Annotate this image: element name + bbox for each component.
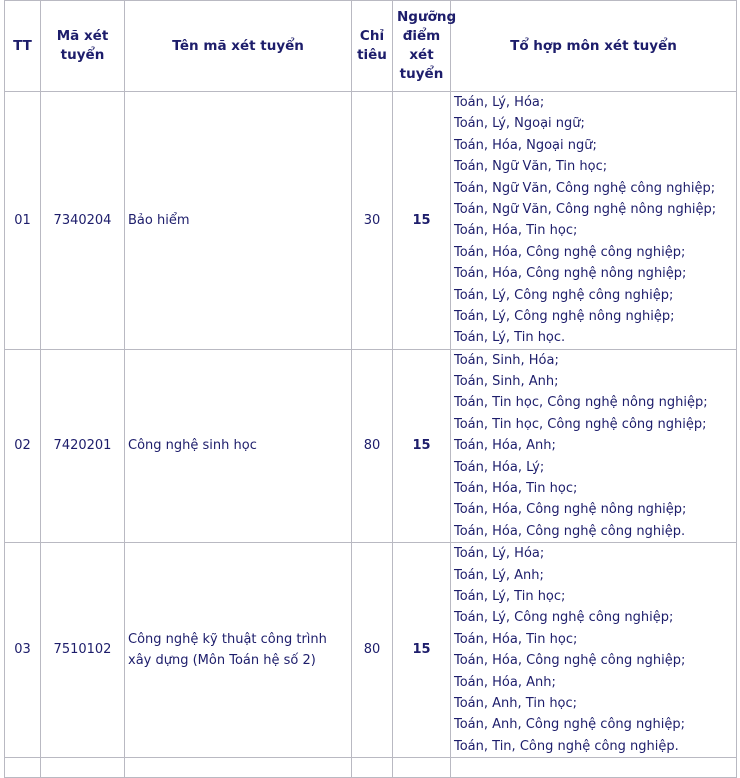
subject-combination: Toán, Lý, Tin học; [454,588,566,604]
row-ten-ma-xet-tuyen: Bảo hiểm [125,92,352,350]
header-chi-tieu: Chỉ tiêu [352,1,393,92]
row-to-hop-mon [451,543,737,758]
header-ten-ma-xet-tuyen: Tên mã xét tuyển [125,1,352,92]
row-tt: 03 [5,543,41,758]
row-tt: 01 [5,92,41,350]
subject-combination: Toán, Sinh, Anh; [454,374,559,390]
subject-combination: Toán, Lý, Công nghệ nông nghiệp; [454,308,675,324]
row-chi-tieu: 30 [352,92,393,350]
subject-combination: Toán, Ngữ Văn, Tin học; [454,159,608,175]
subject-combination: Toán, Hóa, Ngoại ngữ; [454,137,597,153]
row-ma-xet-tuyen: 7340204 [41,92,125,350]
subject-combination: Toán, Hóa, Tin học; [454,481,578,497]
subject-combination: Toán, Tin, Công nghệ công nghiệp. [454,738,679,754]
row-nguong-diem: 15 [393,349,451,543]
subject-combination: Toán, Hóa, Anh; [454,674,556,690]
row-ten-ma-xet-tuyen: Công nghệ kỹ thuật công trình xây dựng (Môn Toán hệ số 2) [125,543,352,758]
row-ma-xet-tuyen: 7420201 [41,349,125,543]
subject-combination: Toán, Hóa, Tin học; [454,223,578,239]
header-ma-xet-tuyen: Mã xét tuyển [41,1,125,92]
subject-combination: Toán, Lý, Hóa; [454,546,545,562]
table-row [5,543,737,758]
subject-combination: Toán, Lý, Ngoại ngữ; [454,116,585,132]
table-row [5,349,737,543]
subject-combination: Toán, Ngữ Văn, Công nghệ nông nghiệp; [454,201,717,217]
subject-combination: Toán, Tin học, Công nghệ nông nghiệp; [454,395,708,411]
row-ten-ma-xet-tuyen: Công nghệ sinh học [125,349,352,543]
row-to-hop-mon [451,349,737,543]
subject-combination: Toán, Tin học, Công nghệ công nghiệp; [454,416,707,432]
subject-combination: Toán, Hóa, Công nghệ nông nghiệp; [454,266,687,282]
subject-combination: Toán, Hóa, Công nghệ công nghiệp. [454,523,686,539]
header-row [5,1,737,92]
subject-combination: Toán, Hóa, Tin học; [454,631,578,647]
subject-combination: Toán, Hóa, Anh; [454,438,556,454]
table-row [5,92,737,350]
row-ma-xet-tuyen: 7510102 [41,543,125,758]
subject-combination: Toán, Lý, Tin học. [454,330,566,346]
subject-combination: Toán, Lý, Công nghệ công nghiệp; [454,287,674,303]
row-nguong-diem: 15 [393,92,451,350]
header-to-hop-mon: Tổ hợp môn xét tuyển [451,1,737,92]
row-to-hop-mon [451,92,737,350]
subject-combination: Toán, Anh, Tin học; [454,695,578,711]
subject-combination: Toán, Hóa, Công nghệ công nghiệp; [454,244,686,260]
row-chi-tieu: 80 [352,349,393,543]
subject-combination: Toán, Lý, Hóa; [454,95,545,110]
subject-combination: Toán, Ngữ Văn, Công nghệ công nghiệp; [454,180,716,196]
subject-combination: Toán, Hóa, Lý; [454,459,545,475]
subject-combination: Toán, Hóa, Công nghệ công nghiệp; [454,653,686,669]
subject-combination: Toán, Anh, Công nghệ công nghiệp; [454,717,686,733]
subject-combination: Toán, Lý, Công nghệ công nghiệp; [454,610,674,626]
row-nguong-diem: 15 [393,543,451,758]
row-chi-tieu: 80 [352,543,393,758]
header-nguong-diem: Ngưỡng điểm xét tuyển [393,1,451,92]
admission-table [4,0,737,778]
subject-combination: Toán, Sinh, Hóa; [454,352,559,368]
row-tt: 02 [5,349,41,543]
subject-combination: Toán, Hóa, Công nghệ nông nghiệp; [454,502,687,518]
subject-combination: Toán, Lý, Anh; [454,567,544,583]
header-tt: TT [5,1,41,92]
